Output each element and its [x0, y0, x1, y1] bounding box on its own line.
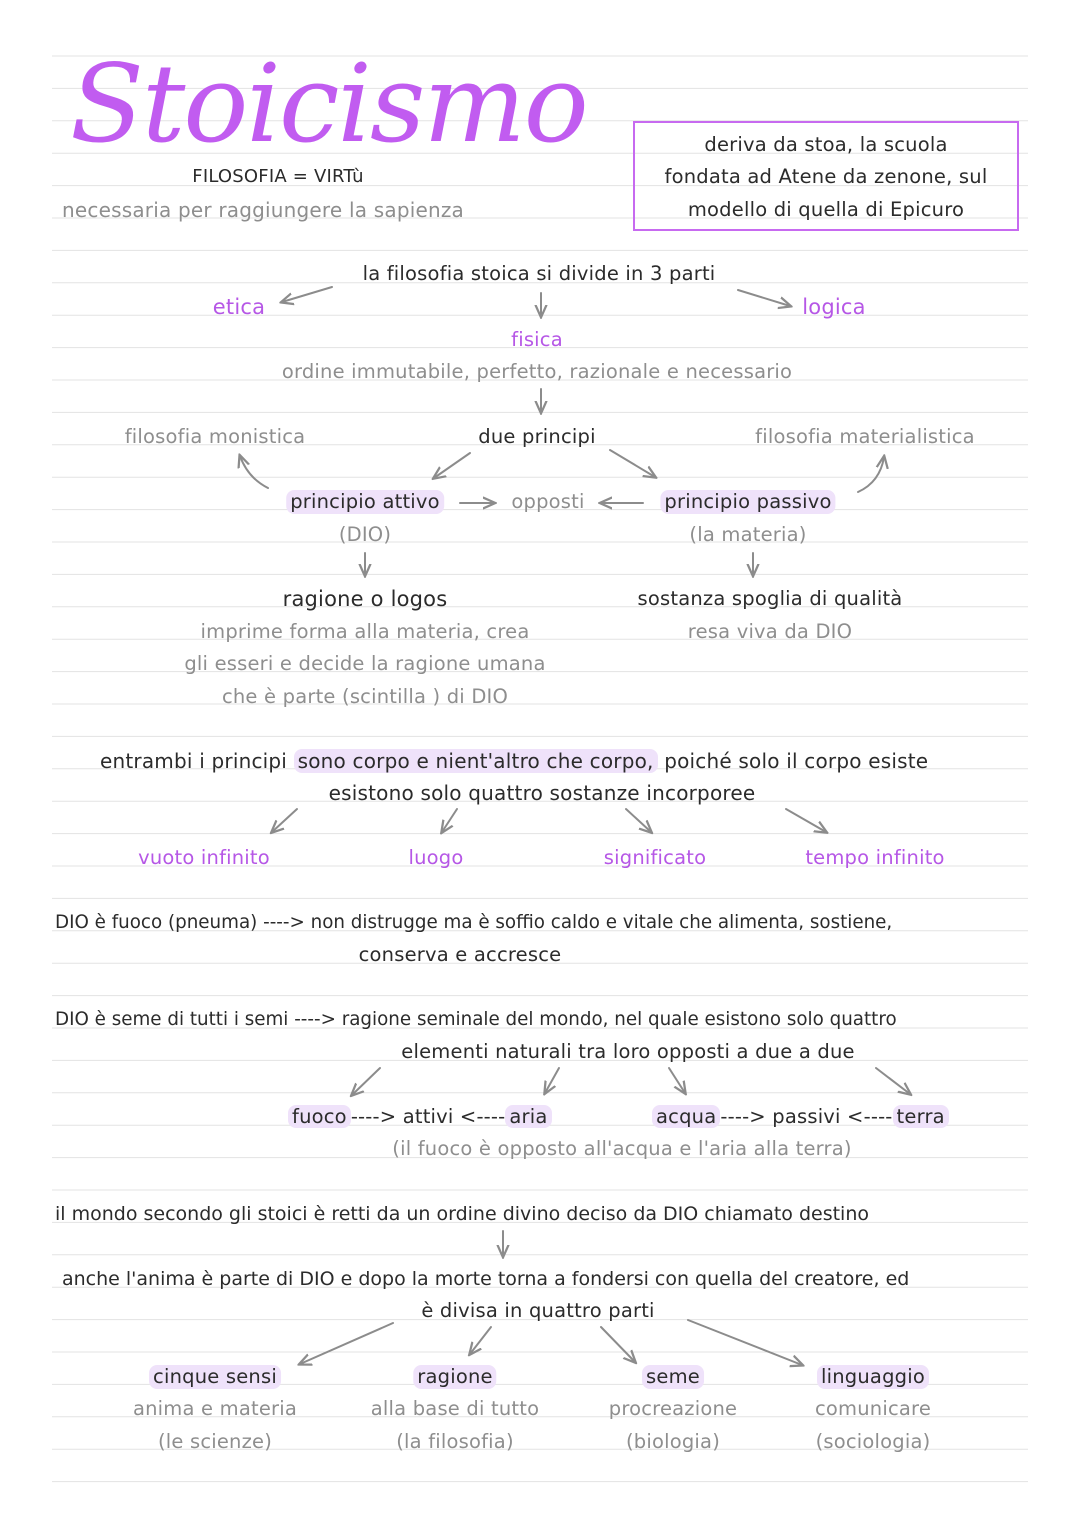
soul-part-4-desc: comunicare: [814, 1397, 932, 1420]
bodies-line-1c: poiché solo il corpo esiste: [664, 749, 929, 773]
label-materialistica: filosofia materialistica: [755, 425, 975, 448]
soul-part-4-name: linguaggio: [817, 1365, 929, 1389]
arrow-to-linguaggio: [688, 1320, 802, 1365]
active-detail-3: che è parte (scintilla ) di DIO: [221, 685, 509, 708]
incorporeal-item-1: vuoto infinito: [138, 846, 270, 869]
principle-passive: principio passivo: [660, 490, 835, 514]
arrow-to-passive: [610, 450, 655, 477]
arrow-to-aria: [545, 1068, 559, 1093]
arrow-to-vuoto: [272, 809, 297, 832]
elements-active-mid: ----> attivi <----: [350, 1105, 506, 1128]
element-fuoco: fuoco: [288, 1105, 351, 1128]
soul-line-2: è divisa in quattro parti: [421, 1299, 655, 1322]
soul-line-1: anche l'anima è parte di DIO e dopo la morte torna a fondersi con quella del creatore, ed: [62, 1268, 910, 1290]
arrow-to-etica: [282, 287, 332, 302]
arrow-to-seme: [601, 1327, 635, 1362]
arrow-to-sensi: [300, 1323, 393, 1364]
bodies-line-2: esistono solo quattro sostanze incorporee: [328, 781, 756, 805]
soul-part-3-desc: procreazione: [608, 1397, 738, 1420]
active-detail-2: gli esseri e decide la ragione umana: [184, 652, 546, 675]
soul-part-2-desc: alla base di tutto: [370, 1397, 540, 1420]
label-monistica: filosofia monistica: [124, 425, 306, 448]
fire-line-1: DIO è fuoco (pneuma) ----> non distrugge ma è soffio caldo e vitale che alimenta, sostiene,: [55, 912, 893, 933]
arrow-to-fuoco: [352, 1068, 380, 1095]
soul-part-3-field: (biologia): [625, 1430, 721, 1453]
principle-active-sub: (DIO): [338, 523, 392, 546]
passive-detail-1: resa viva da DIO: [687, 620, 853, 643]
division-fisica: fisica: [511, 328, 563, 351]
elements-note: (il fuoco è opposto all'acqua e l'aria alla terra): [392, 1137, 852, 1160]
principle-passive-sub: (la materia): [689, 523, 807, 546]
intro-note: necessaria per raggiungere la sapienza: [62, 198, 465, 222]
fire-line-2: conserva e accresce: [358, 943, 562, 966]
definition-line-2: fondata ad Atene da zenone, sul: [664, 165, 988, 188]
arrow-to-materialistica: [858, 457, 884, 492]
elements-passive-mid: ----> passivi <----: [720, 1105, 893, 1128]
soul-part-2-name: ragione: [413, 1365, 496, 1389]
division-logica: logica: [802, 295, 866, 319]
principles-opposites: opposti: [511, 490, 585, 513]
active-detail-1: imprime forma alla materia, crea: [200, 620, 530, 643]
soul-part-2-field: (la filosofia): [396, 1430, 514, 1453]
intro-equation: FILOSOFIA = VIRTù: [192, 166, 364, 187]
arrow-to-logica: [738, 290, 790, 306]
element-aria: aria: [505, 1105, 551, 1128]
incorporeal-item-3: significato: [603, 846, 707, 869]
physics-note: ordine immutabile, perfetto, razionale e necessario: [281, 360, 793, 383]
principle-active: principio attivo: [286, 490, 444, 514]
seed-line-1: DIO è seme di tutti i semi ----> ragione seminale del mondo, nel quale esistono solo quattro: [55, 1009, 897, 1030]
arrow-to-active: [434, 453, 470, 478]
soul-part-4-field: (sociologia): [815, 1430, 931, 1453]
definition-line-1: deriva da stoa, la scuola: [704, 133, 948, 156]
soul-part-1-field: (le scienze): [157, 1430, 273, 1453]
element-terra: terra: [893, 1105, 949, 1128]
soul-part-1-desc: anima e materia: [132, 1397, 298, 1420]
bodies-line-1b: sono corpo e nient'altro che corpo,: [294, 749, 658, 773]
division-etica: etica: [212, 295, 266, 319]
arrow-to-ragione: [470, 1327, 491, 1354]
page-title: Stoicismo: [70, 42, 587, 167]
incorporeal-item-4: tempo infinito: [805, 846, 945, 869]
division-heading: la filosofia stoica si divide in 3 parti: [362, 262, 716, 285]
arrow-to-luogo: [442, 809, 457, 832]
arrow-to-acqua: [669, 1068, 685, 1093]
arrow-to-significato: [626, 809, 651, 832]
arrow-to-monistica: [240, 456, 268, 488]
active-detail-title: ragione o logos: [282, 587, 448, 611]
seed-line-2: elementi naturali tra loro opposti a due a due: [401, 1040, 855, 1063]
arrow-to-terra: [876, 1068, 910, 1094]
element-acqua: acqua: [652, 1105, 720, 1128]
definition-line-3: modello di quella di Epicuro: [687, 198, 965, 221]
passive-detail-title: sostanza spoglia di qualità: [637, 587, 903, 610]
incorporeal-item-2: luogo: [408, 846, 464, 869]
arrow-to-tempo: [786, 809, 826, 832]
principles-heading: due principi: [478, 425, 596, 448]
fate-line: il mondo secondo gli stoici è retti da un ordine divino deciso da DIO chiamato destino: [55, 1203, 870, 1225]
bodies-line-1a: entrambi i principi: [100, 749, 288, 773]
soul-part-3-name: seme: [642, 1365, 704, 1389]
soul-part-1-name: cinque sensi: [149, 1365, 281, 1389]
